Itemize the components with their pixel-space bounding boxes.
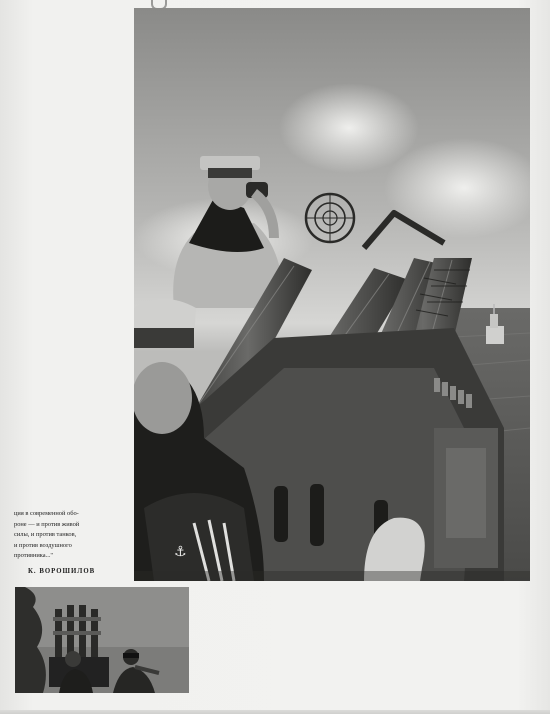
svg-text:⚓: ⚓ (174, 544, 187, 560)
quote-line: роне — и против живой (14, 520, 80, 528)
thumbnail-photo-illustration (15, 587, 189, 693)
quote-line: и против воздушного (14, 541, 72, 549)
thumbnail-photo-gun-crew (15, 587, 189, 693)
quote-text-block (14, 509, 132, 562)
page-bottom-edge (0, 710, 550, 714)
main-photo-anti-aircraft-gun (134, 8, 530, 581)
quote-line: силы, и против танков, (14, 531, 77, 538)
main-photo-illustration (134, 8, 530, 581)
quote-line: ция в современной обо- (14, 510, 79, 517)
quote-author: К. ВОРОШИЛОВ (28, 568, 96, 575)
quote-line: противника..." (14, 552, 54, 559)
